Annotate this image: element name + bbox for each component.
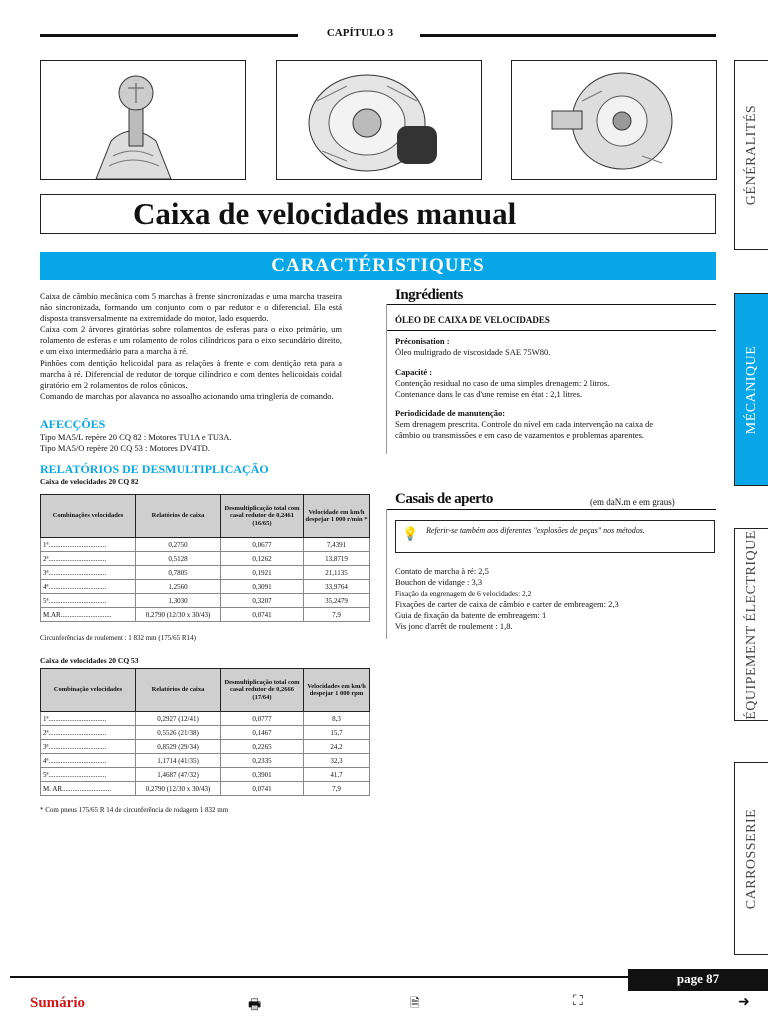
afeccoes-line: Tipo MA5/O repère 20 CQ 53 : Motores DV4TD.	[40, 443, 210, 453]
table-cell: 1,2560	[136, 580, 221, 594]
page-title: Caixa de velocidades manual	[133, 196, 517, 231]
table-row	[41, 594, 370, 608]
table-cell: 0,5526 (21/38)	[136, 726, 221, 740]
table1-note: Circunferências de roulement : 1 832 mm (175/65 R14)	[40, 634, 196, 642]
casais-item: Fixação da engrenagem de 6 velocidades: 2,2	[395, 589, 532, 598]
table-cell: 0,1467	[221, 726, 304, 740]
casais-item: Bouchon de vidange : 3,3	[395, 577, 483, 587]
chapter-label: CAPÍTULO 3	[326, 27, 394, 39]
casais-note: Referir-se também aos diferentes "explosões de peças" nos métodos.	[426, 526, 645, 535]
table2-caption: Caixa de velocidades 20 CQ 53	[40, 656, 139, 665]
table-row	[41, 552, 370, 566]
table-cell: 0,0741	[221, 608, 304, 622]
table-cell: 0,3901	[221, 768, 304, 782]
table-cell: 21,1135	[304, 566, 370, 580]
table-row	[41, 608, 370, 622]
tab-equipement-electrique[interactable]	[734, 528, 768, 721]
table-cell: 0,3207	[221, 594, 304, 608]
table-row	[41, 768, 370, 782]
ingredientes-subrule	[386, 330, 716, 331]
footer-rule	[10, 976, 630, 978]
ingredientes-vline	[386, 304, 387, 454]
capacite-block	[395, 367, 715, 400]
table-cell: 5ª.................................	[41, 768, 136, 782]
sumario-link[interactable]: Sumário	[30, 995, 86, 1011]
table2-note: * Com pneus 175/65 R 14 de circunferência de rodagem 1 832 mm	[40, 806, 229, 814]
table-header: Relatórios de caixa	[136, 669, 221, 712]
header-rule-right	[420, 34, 716, 37]
table-row	[41, 712, 370, 726]
table-row	[41, 782, 370, 796]
table-header: Desmultiplicação total com casal redutor de 0,2461 (16/65)	[221, 495, 304, 538]
table-row	[41, 740, 370, 754]
next-arrow-icon[interactable]: ➜	[738, 995, 750, 1010]
tab-label: MÉCANIQUE	[743, 345, 759, 434]
tab-generalites[interactable]	[734, 60, 768, 250]
table-cell: 0,5128	[136, 552, 221, 566]
table-cell: 24,2	[304, 740, 370, 754]
table-cell: 8,3	[304, 712, 370, 726]
table-header: Desmultiplicação total com casal redutor de 0,2666 (17/64)	[221, 669, 304, 712]
casais-list	[395, 566, 715, 632]
table-cell: 13,8719	[304, 552, 370, 566]
table-cell: 0,2265	[221, 740, 304, 754]
table-cell: 7,4391	[304, 538, 370, 552]
table-cell: 0,2790 (12/30 x 30/43)	[136, 782, 221, 796]
relatorios-heading: RELATÓRIOS DE DESMULTIPLICAÇÃO	[40, 462, 269, 476]
table-20cq53	[40, 668, 370, 796]
lightbulb-icon: 💡	[402, 526, 419, 541]
table-cell: M.AR.............................	[41, 608, 136, 622]
preconisation-block	[395, 336, 715, 358]
table-cell: 41,7	[304, 768, 370, 782]
capacite-line: Contenção residual no caso de uma simples drenagem: 2 litros.	[395, 378, 610, 388]
table-row	[41, 580, 370, 594]
intro-paragraph: Caixa com 2 árvores giratórias sobre rolamentos de esferas para o eixo primário, um rolamento de esferas e um rolamento de rolos cilíndricos para o eixo secundário direito, e um eixo intermediário para a marcha à ré.	[40, 324, 342, 357]
casais-note-box	[395, 520, 715, 553]
ingredientes-subheading: ÓLEO DE CAIXA DE VELOCIDADES	[395, 315, 550, 325]
table-cell: 0,2335	[221, 754, 304, 768]
table-cell: 1,1714 (41/35)	[136, 754, 221, 768]
ingredientes-heading: Ingrédients	[395, 287, 463, 303]
table-cell: 3ª.................................	[41, 740, 136, 754]
preconisation-text: Óleo multigrado de viscosidade SAE 75W80.	[395, 347, 551, 357]
table-cell: 0,7805	[136, 566, 221, 580]
table-cell: 15,7	[304, 726, 370, 740]
table1-caption: Caixa de velocidades 20 CQ 82	[40, 477, 139, 486]
intro-paragraph: Caixa de câmbio mecânica com 5 marchas à frente sincronizadas e uma marcha traseira não sincronizada, formando um conjunto com o par redutor e o diferencial. Ela está disposta transversalmente na extremidade do motor, lado esquerdo.	[40, 291, 342, 324]
preconisation-label: Préconisation :	[395, 336, 450, 346]
capacite-line: Contenance dans le cas d'une remise en état : 2,1 litres.	[395, 389, 583, 399]
afeccoes-heading: AFECÇÕES	[40, 417, 106, 431]
table-header: Combinação velocidades	[41, 669, 136, 712]
page-number: page 87	[628, 969, 768, 991]
table-cell: 0,0741	[221, 782, 304, 796]
table-cell: 0,1921	[221, 566, 304, 580]
casais-item: Vis jonc d'arrêt de roulement : 1,8.	[395, 621, 513, 631]
table-header: Velocidades em km/h despejar 1 000 rpm	[304, 669, 370, 712]
table-cell: 1ª.................................	[41, 538, 136, 552]
tab-mecanique[interactable]	[734, 293, 768, 486]
casais-item: Contato de marcha à ré: 2,5	[395, 566, 489, 576]
table-cell: 0,2790 (12/30 x 30/43)	[136, 608, 221, 622]
table-cell: 0,1262	[221, 552, 304, 566]
table-header: Velocidade em km/h despejar 1 000 r/min *	[304, 495, 370, 538]
table-cell: 4ª.................................	[41, 580, 136, 594]
afeccoes-line: Tipo MA5/L repère 20 CQ 82 : Motores TU1A e TU3A.	[40, 432, 232, 442]
casais-units: (em daN.m e em graus)	[590, 497, 675, 507]
table-cell: 1,4687 (47/32)	[136, 768, 221, 782]
table-cell: 32,3	[304, 754, 370, 768]
table-cell: 0,8529 (29/34)	[136, 740, 221, 754]
afeccoes-list	[40, 432, 340, 454]
tab-label: ÉQUIPEMENT ÉLECTRIQUE	[743, 529, 759, 720]
periodicidade-text: Sem drenagem prescrita. Controle do nível em cada intervenção na caixa de câmbio ou transmissões e em caso de vazamentos e problemas aparentes.	[395, 419, 654, 440]
gearbox-illustration	[276, 60, 482, 180]
casais-rule	[386, 509, 716, 510]
capacite-label: Capacité :	[395, 367, 433, 377]
table-header: Relatórios de caixa	[136, 495, 221, 538]
table-cell: 0,0677	[221, 538, 304, 552]
casais-heading: Casais de aperto	[395, 491, 493, 507]
gear-lever-illustration	[40, 60, 246, 180]
tab-label: GÉNÉRALITÉS	[743, 104, 759, 206]
periodicidade-block	[395, 408, 665, 441]
periodicidade-label: Periodicidade de manutenção:	[395, 408, 506, 418]
table-20cq82	[40, 494, 370, 622]
binoculars-icon[interactable]: ⛶	[573, 994, 583, 1009]
table-row	[41, 754, 370, 768]
tab-label: CARROSSERIE	[743, 808, 759, 909]
page-title-box	[40, 194, 716, 234]
table-cell: 5ª.................................	[41, 594, 136, 608]
intro-paragraph: Pinhões com dentição helicoidal para as relações à frente e com dentição reta para a marcha à ré. Diferencial de redutor de torque cilíndrico e com dentes helicoidais coidal giratório em 2 rolamentos de rolos cônicos.	[40, 357, 342, 390]
table-cell: 0,3091	[221, 580, 304, 594]
table-cell: 33,9764	[304, 580, 370, 594]
casais-item: Fixações de carter de caixa de câmbio e carter de embreagem: 2,3	[395, 599, 619, 609]
table-row	[41, 726, 370, 740]
table-cell: 35,2479	[304, 594, 370, 608]
table-cell: 0,2750	[136, 538, 221, 552]
header-rule-left	[40, 34, 298, 37]
table-cell: 0,0777	[221, 712, 304, 726]
casais-vline	[386, 509, 387, 639]
table-cell: 0,2927 (12/41)	[136, 712, 221, 726]
section-banner: CARACTÉRISTIQUES	[40, 252, 716, 280]
table-row	[41, 538, 370, 552]
tab-carrosserie[interactable]	[734, 762, 768, 955]
print-icon[interactable]: 🖶	[248, 998, 262, 1013]
table-cell: 2ª.................................	[41, 726, 136, 740]
table-cell: M. AR............................	[41, 782, 136, 796]
intro-paragraph: Comando de marchas por alavanca no assoalho acionando uma tringleria de comando.	[40, 390, 334, 401]
differential-illustration	[511, 60, 717, 180]
table-cell: 1ª.................................	[41, 712, 136, 726]
table-cell: 7,9	[304, 782, 370, 796]
table-cell: 1,3030	[136, 594, 221, 608]
table-row	[41, 566, 370, 580]
table-cell: 2ª.................................	[41, 552, 136, 566]
document-icon[interactable]: 🗎	[410, 996, 420, 1010]
table-cell: 4ª.................................	[41, 754, 136, 768]
ingredientes-rule	[386, 304, 716, 305]
table-header: Combinações velocidades	[41, 495, 136, 538]
intro-text	[40, 291, 342, 402]
table-cell: 3ª.................................	[41, 566, 136, 580]
table-cell: 7,9	[304, 608, 370, 622]
casais-item: Guia de fixação da batente de embreagem: 1	[395, 610, 547, 620]
